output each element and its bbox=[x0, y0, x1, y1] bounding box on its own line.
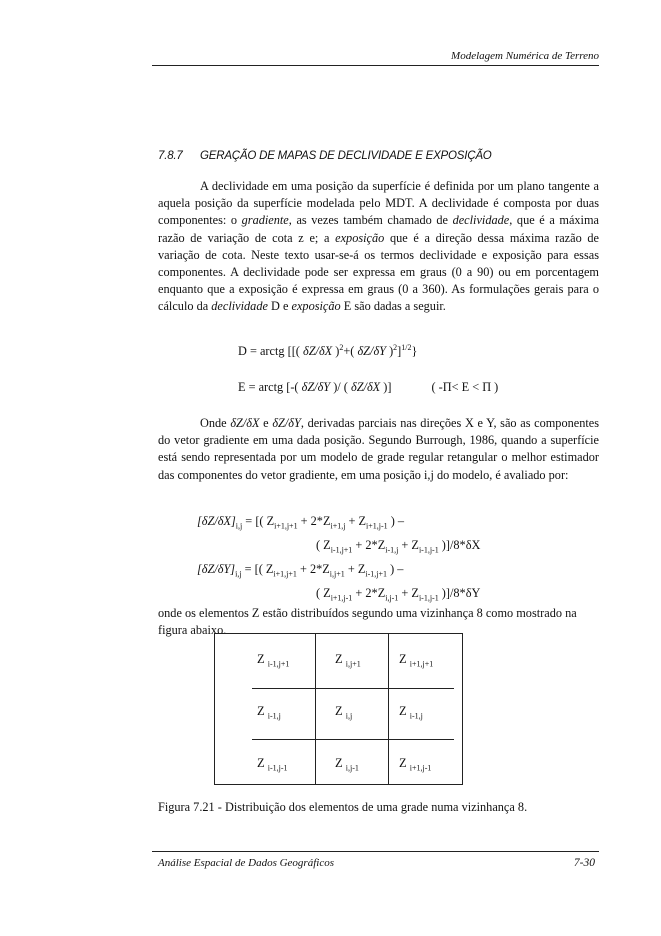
eq-part: [δZ/δX] bbox=[197, 514, 236, 528]
running-header: Modelagem Numérica de Terreno bbox=[451, 50, 599, 62]
eq-sub: i-1,j+1 bbox=[365, 569, 387, 579]
equation-dzdx-line2 bbox=[316, 538, 480, 554]
term-declividade: declividade bbox=[452, 213, 510, 228]
eq-part: ( Z bbox=[316, 586, 331, 600]
term-dzdy: δZ/δY bbox=[272, 416, 301, 430]
eq-part: + Z bbox=[398, 538, 419, 552]
cell-z: Z bbox=[399, 652, 407, 666]
formula-part: E = arctg [-( bbox=[238, 380, 302, 394]
formula-part: } bbox=[411, 344, 418, 359]
equation-dzdy-line1 bbox=[197, 562, 403, 578]
formula-part: ] bbox=[397, 344, 402, 359]
section-title: GERAÇÃO DE MAPAS DE DECLIVIDADE E EXPOSIÇÃO bbox=[200, 150, 492, 162]
eq-part: + 2*Z bbox=[297, 514, 331, 528]
paragraph-text: , as vezes também chamado de bbox=[288, 213, 453, 228]
neighborhood-grid bbox=[214, 633, 463, 785]
eq-sub: i,j bbox=[235, 569, 242, 579]
grid-cell bbox=[399, 704, 423, 721]
eq-sub: i+1,j-1 bbox=[330, 593, 353, 603]
eq-part: + 2*Z bbox=[352, 586, 386, 600]
term-declividade: declividade bbox=[211, 299, 268, 314]
cell-z: Z bbox=[257, 704, 265, 718]
paragraph-text: E são dadas a seguir. bbox=[340, 299, 446, 314]
grid-line bbox=[388, 634, 389, 784]
formula-exponent: 2 bbox=[339, 343, 344, 352]
running-footer: Análise Espacial de Dados Geográficos bbox=[158, 857, 334, 869]
cell-z: Z bbox=[257, 652, 265, 666]
figure-caption: Figura 7.21 - Distribuição dos elementos de uma grade numa vizinhança 8. bbox=[158, 800, 528, 814]
eq-sub: i+1,j-1 bbox=[366, 521, 388, 531]
grid-cell bbox=[399, 756, 431, 773]
cell-index: i-1,j bbox=[267, 711, 281, 721]
eq-sub: i+1,j bbox=[330, 521, 346, 531]
term-exposicao: exposição bbox=[291, 299, 341, 314]
eq-part: = [( Z bbox=[242, 514, 275, 528]
paragraph-text: D e bbox=[267, 299, 292, 314]
eq-part: = [( Z bbox=[241, 562, 274, 576]
cell-index: i+1,j-1 bbox=[409, 763, 432, 773]
grid-cell bbox=[399, 652, 433, 669]
eq-part: ) – bbox=[387, 562, 404, 576]
eq-sub: i-1,j-1 bbox=[418, 545, 439, 555]
paragraph-text: , derivadas parciais nas direções X e Y, são as componentes do vetor gradiente em uma dada posição. Segundo Burrough, 1986, quando a superfície está sendo representada por um modelo de grade regular retangular o melhor estimador das componentes do vetor gradiente, em uma posição i,j do modelo, é avaliado por: bbox=[158, 416, 600, 482]
grid-cell bbox=[335, 652, 361, 669]
eq-part: + Z bbox=[398, 586, 419, 600]
formula-range: ( -Π< E < Π ) bbox=[431, 380, 499, 394]
eq-part: )]/8*δX bbox=[438, 538, 481, 552]
grid-cell bbox=[257, 756, 288, 773]
eq-part: + Z bbox=[345, 514, 367, 528]
formula-exponent: 1/2 bbox=[401, 343, 412, 352]
eq-sub: i-1,j+1 bbox=[330, 545, 353, 555]
paragraph-text: A declividade em uma posição da superfície é definida por um plano tangente a aquela posição da superfície modelada pelo MDT. A declividade é composta por duas componentes: o bbox=[158, 179, 599, 228]
grid-note: onde os elementos Z estão distribuídos segundo uma vizinhança 8 como mostrado na figura abaixo. bbox=[158, 606, 577, 637]
paragraph-text: , que é a máxima razão de variação de cota z e; a bbox=[158, 213, 599, 245]
eq-sub: i-1,j-1 bbox=[418, 593, 439, 603]
cell-index: i+1,j+1 bbox=[409, 659, 434, 669]
formula-exponent: 2 bbox=[393, 343, 398, 352]
section-heading bbox=[158, 150, 492, 162]
cell-index: i,j+1 bbox=[345, 659, 361, 669]
term-exposicao: exposição bbox=[335, 230, 385, 245]
eq-sub: i,j bbox=[235, 521, 243, 531]
formula-dzdy: δZ/δY bbox=[301, 380, 331, 394]
eq-sub: i,j+1 bbox=[329, 569, 345, 579]
formula-dzdx: δZ/δX bbox=[302, 344, 333, 359]
eq-part: ( Z bbox=[316, 538, 331, 552]
formula-part: D = arctg [[( bbox=[238, 344, 303, 359]
eq-sub: i,j-1 bbox=[385, 593, 399, 603]
formula-part: +( bbox=[343, 344, 358, 359]
header-rule bbox=[152, 65, 599, 66]
cell-z: Z bbox=[335, 756, 343, 770]
grid-line bbox=[252, 688, 454, 689]
cell-z: Z bbox=[335, 704, 343, 718]
cell-z: Z bbox=[335, 652, 343, 666]
cell-z: Z bbox=[399, 756, 407, 770]
cell-index: i-1,j-1 bbox=[267, 763, 288, 773]
cell-index: i-1,j bbox=[409, 711, 423, 721]
eq-sub: i+1,j+1 bbox=[273, 569, 297, 579]
term-gradiente: gradiente bbox=[241, 213, 289, 228]
paragraph-declividade bbox=[158, 178, 599, 316]
footer-rule bbox=[152, 851, 599, 852]
eq-part: ) – bbox=[387, 514, 405, 528]
formula-declividade bbox=[238, 343, 417, 359]
grid-cell bbox=[335, 704, 352, 721]
eq-part: [δZ/δY] bbox=[197, 562, 236, 576]
cell-index: i,j-1 bbox=[345, 763, 359, 773]
page-number: 7-30 bbox=[573, 857, 595, 869]
cell-z: Z bbox=[257, 756, 265, 770]
formula-part: )] bbox=[380, 380, 392, 394]
cell-index: i-1,j+1 bbox=[267, 659, 290, 669]
formula-part: ) bbox=[386, 344, 394, 359]
eq-part: )]/8*δY bbox=[438, 586, 481, 600]
grid-line bbox=[252, 739, 454, 740]
paragraph-text: e bbox=[259, 416, 273, 430]
term-dzdx: δZ/δX bbox=[230, 416, 260, 430]
paragraph-text: Onde bbox=[200, 416, 231, 430]
formula-part: ) bbox=[332, 344, 340, 359]
grid-line bbox=[315, 634, 316, 784]
eq-part: + 2*Z bbox=[296, 562, 330, 576]
formula-dzdx: δZ/δX bbox=[350, 380, 381, 394]
section-number: 7.8.7 bbox=[158, 150, 183, 162]
eq-part: + Z bbox=[344, 562, 366, 576]
formula-exposicao bbox=[238, 380, 498, 395]
paragraph-text: que é a direção dessa máxima razão de variação de cota. Neste texto usar-se-á os termos declividade e exposição para essas componentes. A declividade pode ser expressa em graus (0 a 90) ou em porcentagem enquanto que a exposição é expressa em graus (0 a 360). As formulações gerais para o cálculo da bbox=[158, 230, 599, 314]
eq-sub: i-1,j bbox=[385, 545, 399, 555]
grid-cell bbox=[257, 652, 289, 669]
formula-part: )/ ( bbox=[330, 380, 351, 394]
formula-dzdy: δZ/δY bbox=[357, 344, 386, 359]
cell-z: Z bbox=[399, 704, 407, 718]
cell-index: i,j bbox=[345, 711, 353, 721]
equation-dzdx-line1 bbox=[197, 514, 404, 530]
eq-part: + 2*Z bbox=[352, 538, 386, 552]
eq-sub: i+1,j+1 bbox=[274, 521, 298, 531]
grid-cell bbox=[335, 756, 359, 773]
grid-cell bbox=[257, 704, 281, 721]
paragraph-gradiente bbox=[158, 415, 599, 484]
equation-dzdy-line2 bbox=[316, 586, 480, 602]
